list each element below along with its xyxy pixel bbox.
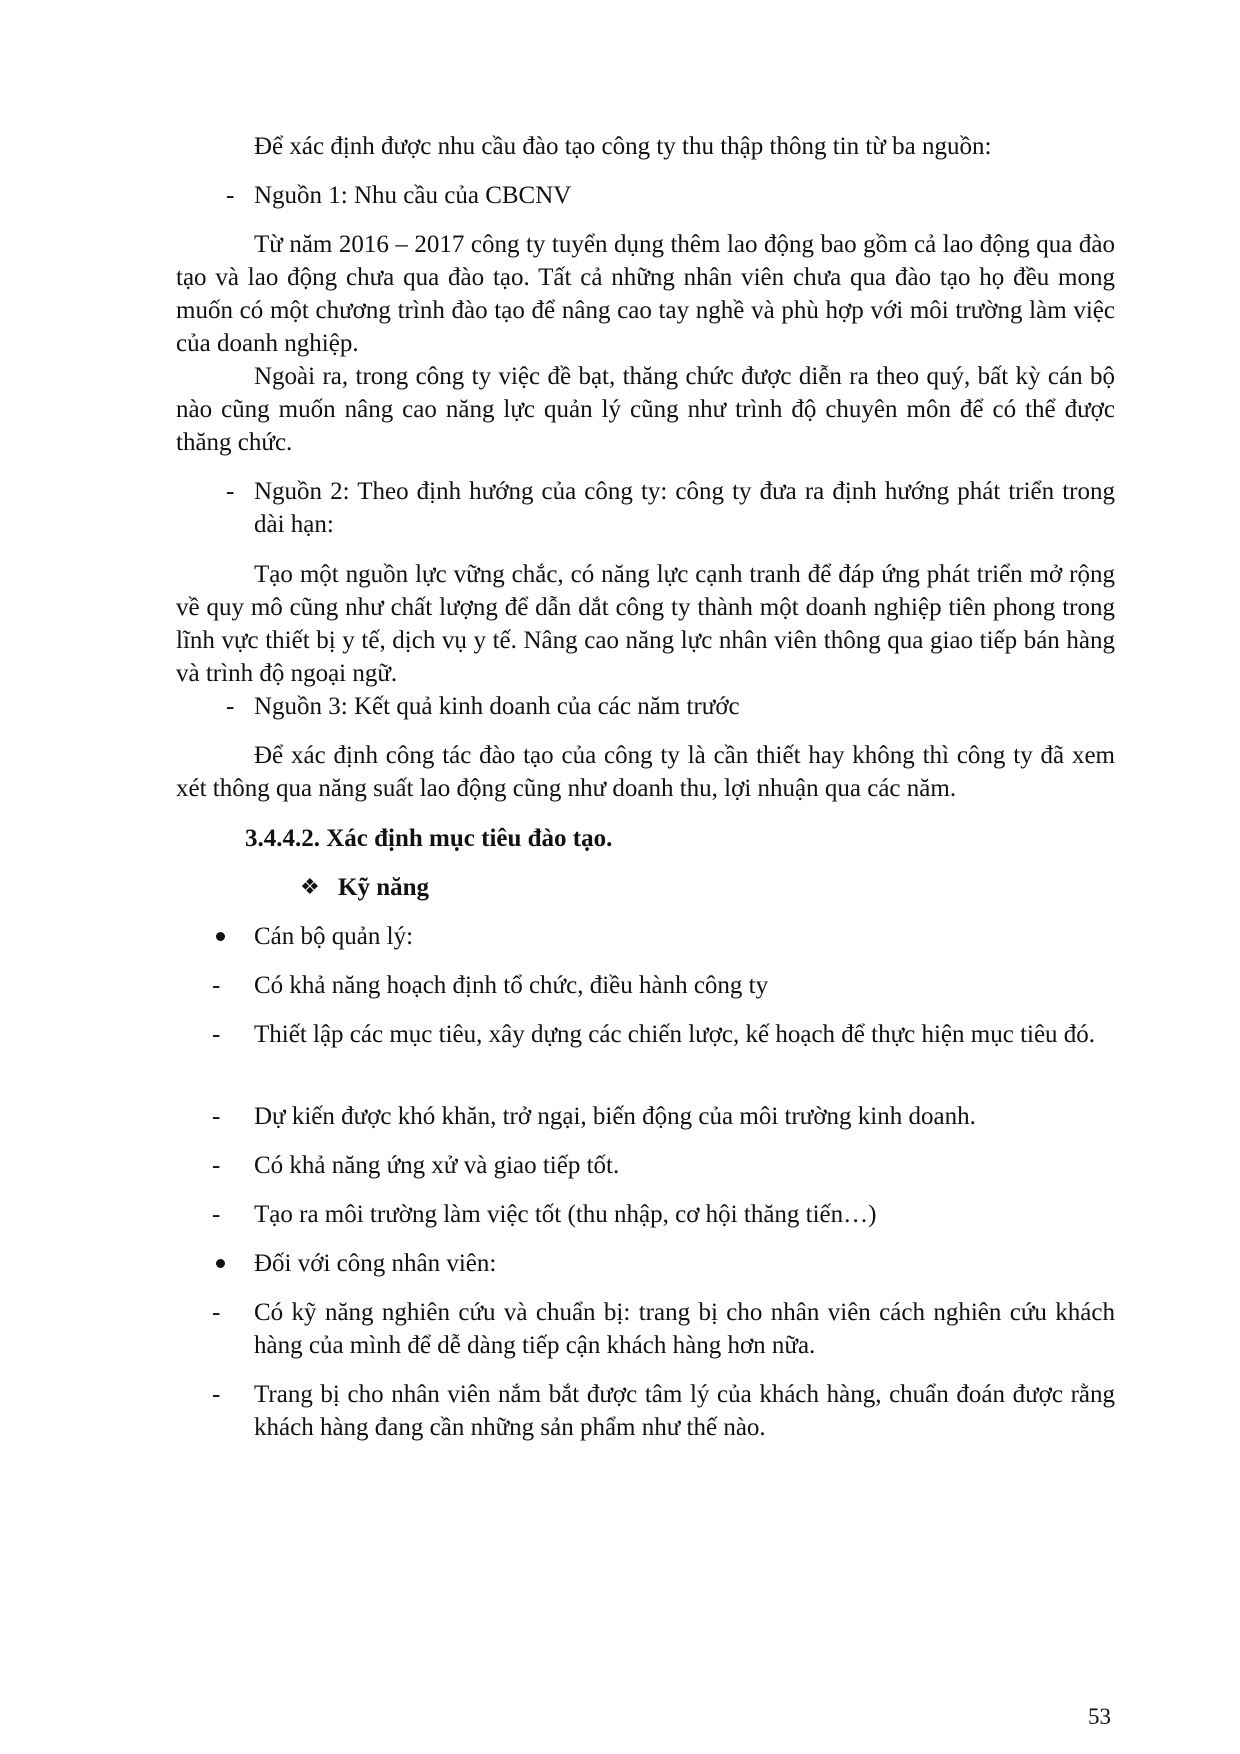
- list-item: - Trang bị cho nhân viên nắm bắt được tâm lý của khách hàng, chuẩn đoán được rằng khách hàng đang cần những sản phẩm như thế nào.: [212, 1381, 1115, 1441]
- paragraph-3: Tạo một nguồn lực vững chắc, có năng lực cạnh tranh để đáp ứng phát triển mở rộng về quy mô cũng như chất lượng để dẫn dắt công ty thành một doanh nghiệp tiên phong trong lĩnh vực thiết bị y tế, dịch vụ y tế. Nâng cao năng lực nhân viên thông qua giao tiếp bán hàng và trình độ ngoại ngữ.: [176, 561, 1115, 687]
- intro-paragraph: Để xác định được nhu cầu đào tạo công ty thu thập thông tin từ ba nguồn:: [254, 133, 992, 160]
- paragraph-2: Ngoài ra, trong công ty việc đề bạt, thăng chức được diễn ra theo quý, bất kỳ cán bộ nào cũng muốn nâng cao năng lực quản lý cũng như trình độ chuyên môn để có thể được thăng chức.: [176, 363, 1115, 456]
- list-item: - Thiết lập các mục tiêu, xây dựng các chiến lược, kế hoạch để thực hiện mục tiêu đó.: [212, 1021, 1096, 1048]
- subheading: [300, 871, 430, 904]
- source-2-item: [226, 475, 1115, 541]
- source-3-text: Nguồn 3: Kết quả kinh doanh của các năm trước: [254, 693, 740, 720]
- subheading-text: Kỹ năng: [338, 874, 430, 901]
- source-3-item: [226, 690, 1115, 723]
- list-item: - Có khả năng hoạch định tổ chức, điều hành công ty: [212, 972, 769, 999]
- dash-marker: -: [226, 182, 235, 209]
- group-2-label: Đối với công nhân viên:: [254, 1247, 1115, 1280]
- section-heading: 3.4.4.2. Xác định mục tiêu đào tạo.: [245, 825, 613, 852]
- list-item: - Dự kiến được khó khăn, trở ngại, biến động của môi trường kinh doanh.: [212, 1103, 976, 1130]
- source-1-text: Nguồn 1: Nhu cầu của CBCNV: [254, 182, 572, 209]
- source-1-item: [226, 179, 1115, 212]
- list-item: - Có kỹ năng nghiên cứu và chuẩn bị: trang bị cho nhân viên cách nghiên cứu khách hàng của mình để dễ dàng tiếp cận khách hàng hơn nữa.: [212, 1299, 1115, 1359]
- list-item: - Tạo ra môi trường làm việc tốt (thu nhập, cơ hội thăng tiến…): [212, 1201, 877, 1228]
- dash-marker: -: [226, 478, 235, 505]
- source-2-text: Nguồn 2: Theo định hướng của công ty: công ty đưa ra định hướng phát triển trong dài hạn:: [254, 478, 1115, 538]
- paragraph-1: Từ năm 2016 – 2017 công ty tuyển dụng thêm lao động bao gồm cả lao động qua đào tạo và lao động chưa qua đào tạo. Tất cả những nhân viên chưa qua đào tạo họ đều mong muốn có một chương trình đào tạo để nâng cao tay nghề và phù hợp với môi trường làm việc của doanh nghiệp.: [176, 231, 1115, 357]
- group-1-label: Cán bộ quản lý:: [254, 920, 1115, 953]
- dash-marker: -: [226, 693, 235, 720]
- bullet-dot-icon: [216, 1259, 225, 1268]
- diamond-bullet-icon: ❖: [300, 875, 320, 900]
- page-number: 53: [1088, 1704, 1111, 1729]
- bullet-dot-icon: [216, 932, 225, 941]
- list-item: - Có khả năng ứng xử và giao tiếp tốt.: [212, 1152, 620, 1179]
- paragraph-4: Để xác định công tác đào tạo của công ty là cần thiết hay không thì công ty đã xem xét thông qua năng suất lao động cũng như doanh thu, lợi nhuận qua các năm.: [176, 742, 1115, 802]
